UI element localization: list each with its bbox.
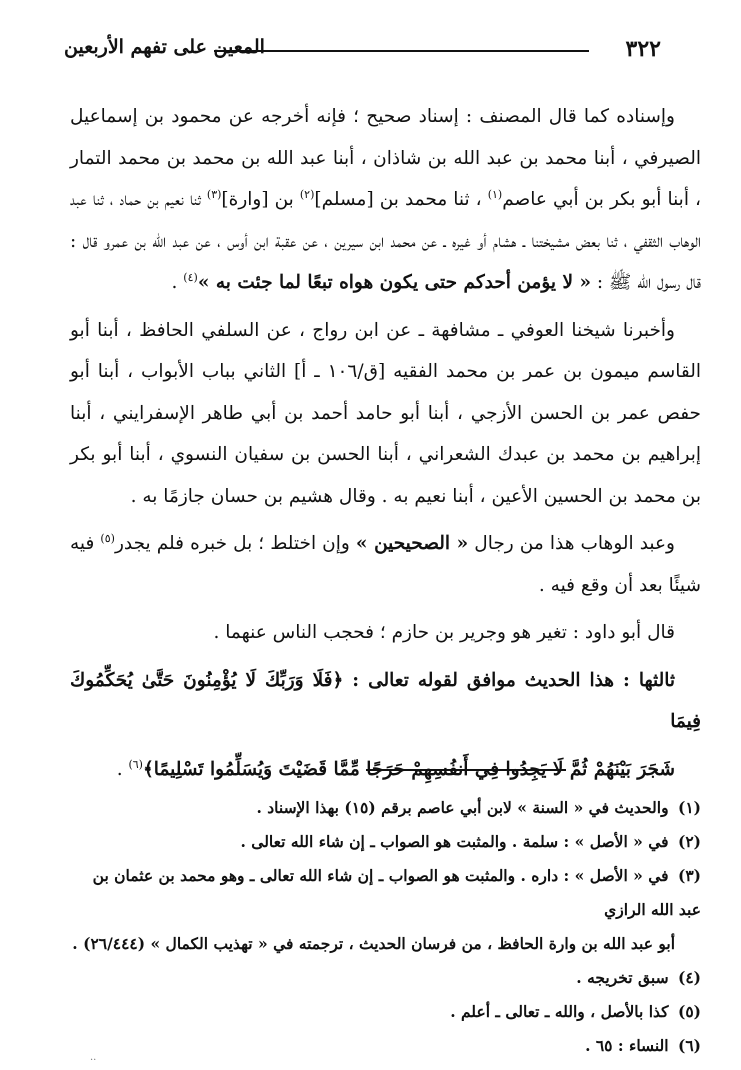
footnote-text: : داره . والمثبت هو الصواب ـ إن شاء الله تعالى ـ وهو محمد بن عثمان بن عبد الله الرازي [92, 866, 701, 919]
footnote-text: (٢٦/٤٤٤) . [72, 934, 151, 953]
footnote-text: والحديث في [583, 798, 669, 817]
footnotes [70, 791, 701, 1063]
narrator-text-2: وإن اختلط ؛ بل خبره فلم يجدر [114, 533, 356, 554]
third-point-lead: ثالثها : هذا الحديث موافق لقوله تعالى : [343, 669, 675, 691]
paragraph-isnad [70, 96, 701, 304]
hadith-text: « لا يؤمن أحدكم حتى يكون هواه تبعًا لما جئت به » [197, 272, 592, 293]
footnote-1 [70, 791, 701, 825]
footnote-number: (١) [677, 798, 701, 817]
narrator-text-3: فيه شيئًا بعد أن وقع فيه . [70, 533, 701, 596]
footnote-separator [366, 769, 566, 771]
running-title: المعين على تفهم الأربعين [64, 36, 265, 58]
verse-end: . [116, 758, 129, 780]
footnote-6 [70, 1029, 701, 1063]
footnote-number: (٤) [677, 968, 701, 987]
footnote-text: : سلمة . والمثبت هو الصواب ـ إن شاء الله تعالى . [240, 832, 575, 851]
footnote-5 [70, 995, 701, 1029]
footnote-text: النساء : ٦٥ . [585, 1036, 669, 1055]
quran-verse-part-2: شَجَرَ بَيْنَهُمْ ثُمَّ لَا يَجِدُوا فِي أَنفُسِهِمْ حَرَجًا مِّمَّا قَضَيْتَ وَيُسَلِّمُوا تَسْلِيمًا﴾ [142, 758, 675, 780]
footnote-text: في [642, 832, 669, 851]
isnad-text-4: ثنا نعيم بن حماد ، ثنا عبد الوهاب الثقفي ، ثنا بعض مشيختنا ـ هشام أو غيره ـ عن محمد ابن سيرين ، عن عقبة ابن أوس ، عن عبد الله بن عمرو قال : قال رسول الله ﷺ : [70, 189, 701, 293]
footnote-3 [70, 859, 701, 927]
running-header [64, 28, 661, 62]
isnad-text-end: . [171, 272, 184, 293]
footnote-text: في [642, 866, 669, 885]
footnote-text: لابن أبي عاصم برقم (١٥) بهذا الإسناد . [256, 798, 518, 817]
footnote-ref-5: (٥) [100, 531, 115, 545]
page-number: ٣٢٢ [625, 36, 661, 62]
footnote-number: (٦) [677, 1036, 701, 1055]
footnote-book-title: « تهذيب الكمال » [150, 934, 268, 953]
footnote-text: كذا بالأصل ، والله ـ تعالى ـ أعلم . [450, 1002, 669, 1021]
footnote-ref-1: (١) [487, 187, 503, 201]
footnote-3-continuation [70, 927, 701, 961]
isnad-text-1: وإسناده كما قال المصنف : إسناد صحيح ؛ فإنه أخرجه عن محمود بن إسماعيل الصيرفي ، أبنا محمد بن عبد الله بن شاذان ، أبنا عبد الله بن محمد بن محمد التمار ، أبنا أبو بكر بن أبي عاصم [70, 106, 701, 210]
quran-verse-part-1: ﴿فَلَا وَرَبِّكَ لَا يُؤْمِنُونَ حَتَّىٰ يُحَكِّمُوكَ فِيمَا [70, 669, 701, 732]
main-text [70, 96, 701, 796]
footnote-2 [70, 825, 701, 859]
paragraph-narrator-note [70, 523, 701, 606]
footnote-ref-2: (٢) [299, 187, 315, 201]
footnote-book-title: « الأصل » [574, 832, 643, 851]
scan-mark: .. [90, 1052, 97, 1063]
footnote-book-title: « السنة » [517, 798, 584, 817]
paragraph-third-point [70, 660, 701, 743]
footnote-number: (٥) [677, 1002, 701, 1021]
header-rule [214, 50, 589, 52]
footnote-ref-6: (٦) [128, 757, 143, 771]
isnad-text-3: بن [وارة] [221, 189, 300, 210]
footnote-4 [70, 961, 701, 995]
footnote-text: أبو عبد الله بن وارة الحافظ ، من فرسان الحديث ، ترجمته في [267, 934, 675, 953]
paragraph-abu-dawud: قال أبو داود : تغير هو وجرير بن حازم ؛ فحجب الناس عنهما . [213, 622, 675, 643]
footnote-book-title: « الأصل » [574, 866, 643, 885]
footnote-ref-3: (٣) [206, 187, 222, 201]
footnote-number: (٢) [677, 832, 701, 851]
footnote-number: (٣) [677, 866, 701, 885]
footnote-ref-4: (٤) [183, 270, 198, 284]
footnote-text: سبق تخريجه . [576, 968, 669, 987]
narrator-text-1: وعبد الوهاب هذا من رجال [468, 533, 675, 554]
isnad-text-2: ، ثنا محمد بن [مسلم] [314, 189, 488, 210]
sahihayn-title: « الصحيحين » [355, 533, 469, 554]
paragraph-second-isnad: وأخبرنا شيخنا العوفي ـ مشافهة ـ عن ابن رواج ، عن السلفي الحافظ ، أبنا أبو القاسم ميمون بن عمر بن محمد الفقيه [ق/١٠٦ ـ أ] الثاني بباب الأبواب ، أبنا أبو حفص عمر بن الحسن الأزجي ، أبنا أبو حامد أحمد بن أبي طاهر الإسفرايني ، أبنا إبراهيم بن محمد بن عبدك الشعراني ، أبنا الحسن بن سفيان النسوي ، أبنا أبو بكر بن محمد بن الحسين الأعين ، أبنا نعيم به . وقال هشيم بن حسان جازمًا به . [70, 319, 702, 507]
